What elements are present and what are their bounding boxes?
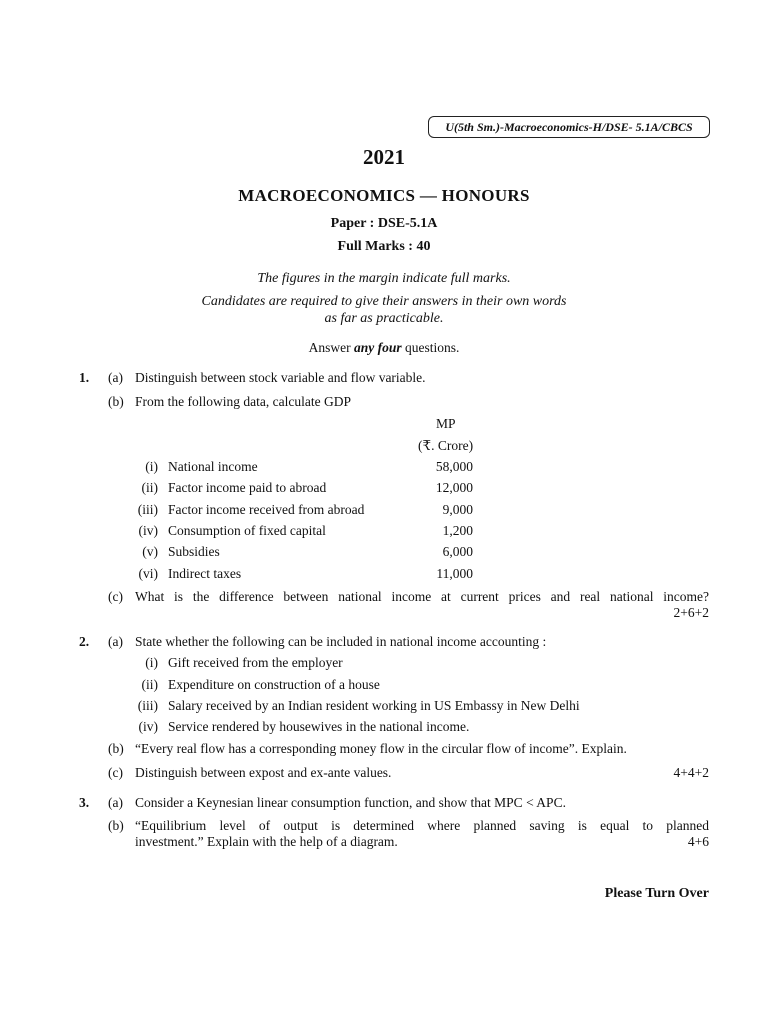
q2-b-label: (b) [108,741,124,756]
answer-instruction [0,340,768,356]
q2-item-num: (ii) [141,677,158,692]
q1-c-label: (c) [108,589,123,604]
q2-a-label: (a) [108,634,123,649]
exam-year: 2021 [363,145,405,169]
table-row-num: (iv) [138,523,158,538]
full-marks: Full Marks : 40 [337,239,431,254]
paper-code: Paper : DSE-5.1A [330,216,438,231]
instruction-line-3: as far as practicable. [324,311,444,326]
instruction-line-1: The figures in the margin indicate full marks. [257,271,511,286]
table-row-num: (vi) [138,566,158,581]
q1-a-label: (a) [108,370,123,385]
q2-b-text: “Every real flow has a corresponding money flow in the circular flow of income”. Explain. [135,741,627,756]
q1-c-text: What is the difference between national income at current prices and real national income? [135,589,709,604]
table-row-value: 11,000 [436,566,473,581]
question-2-number: 2. [79,634,90,649]
table-row-label: Indirect taxes [168,566,242,581]
q2-item-num: (iii) [137,698,158,713]
table-row-value: 1,200 [442,523,473,538]
table-row-value: 6,000 [442,544,473,559]
q2-item-text: Service rendered by housewives in the national income. [168,719,470,734]
table-row-label: Consumption of fixed capital [168,523,326,538]
table-header-unit: (₹. Crore) [418,438,474,453]
q3-b-label: (b) [108,818,124,833]
table-row-num: (iii) [137,502,158,517]
answer-pre: Answer [308,340,354,355]
q1-marks: 2+6+2 [673,605,709,620]
q3-b-line-1: “Equilibrium level of output is determined where planned saving is equal to planned [135,818,709,833]
table-row-label: Factor income paid to abroad [168,480,327,495]
table-row-value: 9,000 [442,502,473,517]
q2-item-num: (iv) [138,719,158,734]
q2-item-text: Gift received from the employer [168,655,343,670]
instruction-line-2: Candidates are required to give their answers in their own words [201,294,567,309]
table-row-num: (i) [145,459,158,474]
q1-b-text: From the following data, calculate GDP [135,394,351,409]
q3-b-line-2: investment.” Explain with the help of a diagram. [135,834,398,849]
table-row-num: (v) [142,544,158,559]
q2-item-text: Expenditure on construction of a house [168,677,380,692]
table-row-label: Subsidies [168,544,220,559]
q2-item-num: (i) [145,655,158,670]
table-header-mp: MP [436,416,456,431]
q2-c-text: Distinguish between expost and ex-ante values. [135,765,392,780]
paper-code-box: U(5th Sm.)-Macroeconomics-H/DSE- 5.1A/CBCS [428,116,710,138]
table-row-label: National income [168,459,258,474]
q2-item-text: Salary received by an Indian resident working in US Embassy in New Delhi [168,698,580,713]
q2-a-text: State whether the following can be included in national income accounting : [135,634,547,649]
subject-title: MACROECONOMICS — HONOURS [238,186,530,205]
q3-a-label: (a) [108,795,123,810]
please-turn-over: Please Turn Over [604,886,709,901]
q2-c-label: (c) [108,765,123,780]
answer-post: questions. [401,340,460,355]
answer-emphasis: any four [353,340,402,355]
question-1-number: 1. [79,370,90,385]
table-row-value: 12,000 [435,480,473,495]
table-row-num: (ii) [141,480,158,495]
q2-marks: 4+4+2 [673,765,709,780]
q1-a-text: Distinguish between stock variable and flow variable. [135,370,426,385]
q1-b-label: (b) [108,394,124,409]
question-3-number: 3. [79,795,90,810]
q3-a-text: Consider a Keynesian linear consumption function, and show that MPC < APC. [135,795,566,810]
table-row-value: 58,000 [435,459,473,474]
q3-marks: 4+6 [687,834,709,849]
table-row-label: Factor income received from abroad [168,502,365,517]
